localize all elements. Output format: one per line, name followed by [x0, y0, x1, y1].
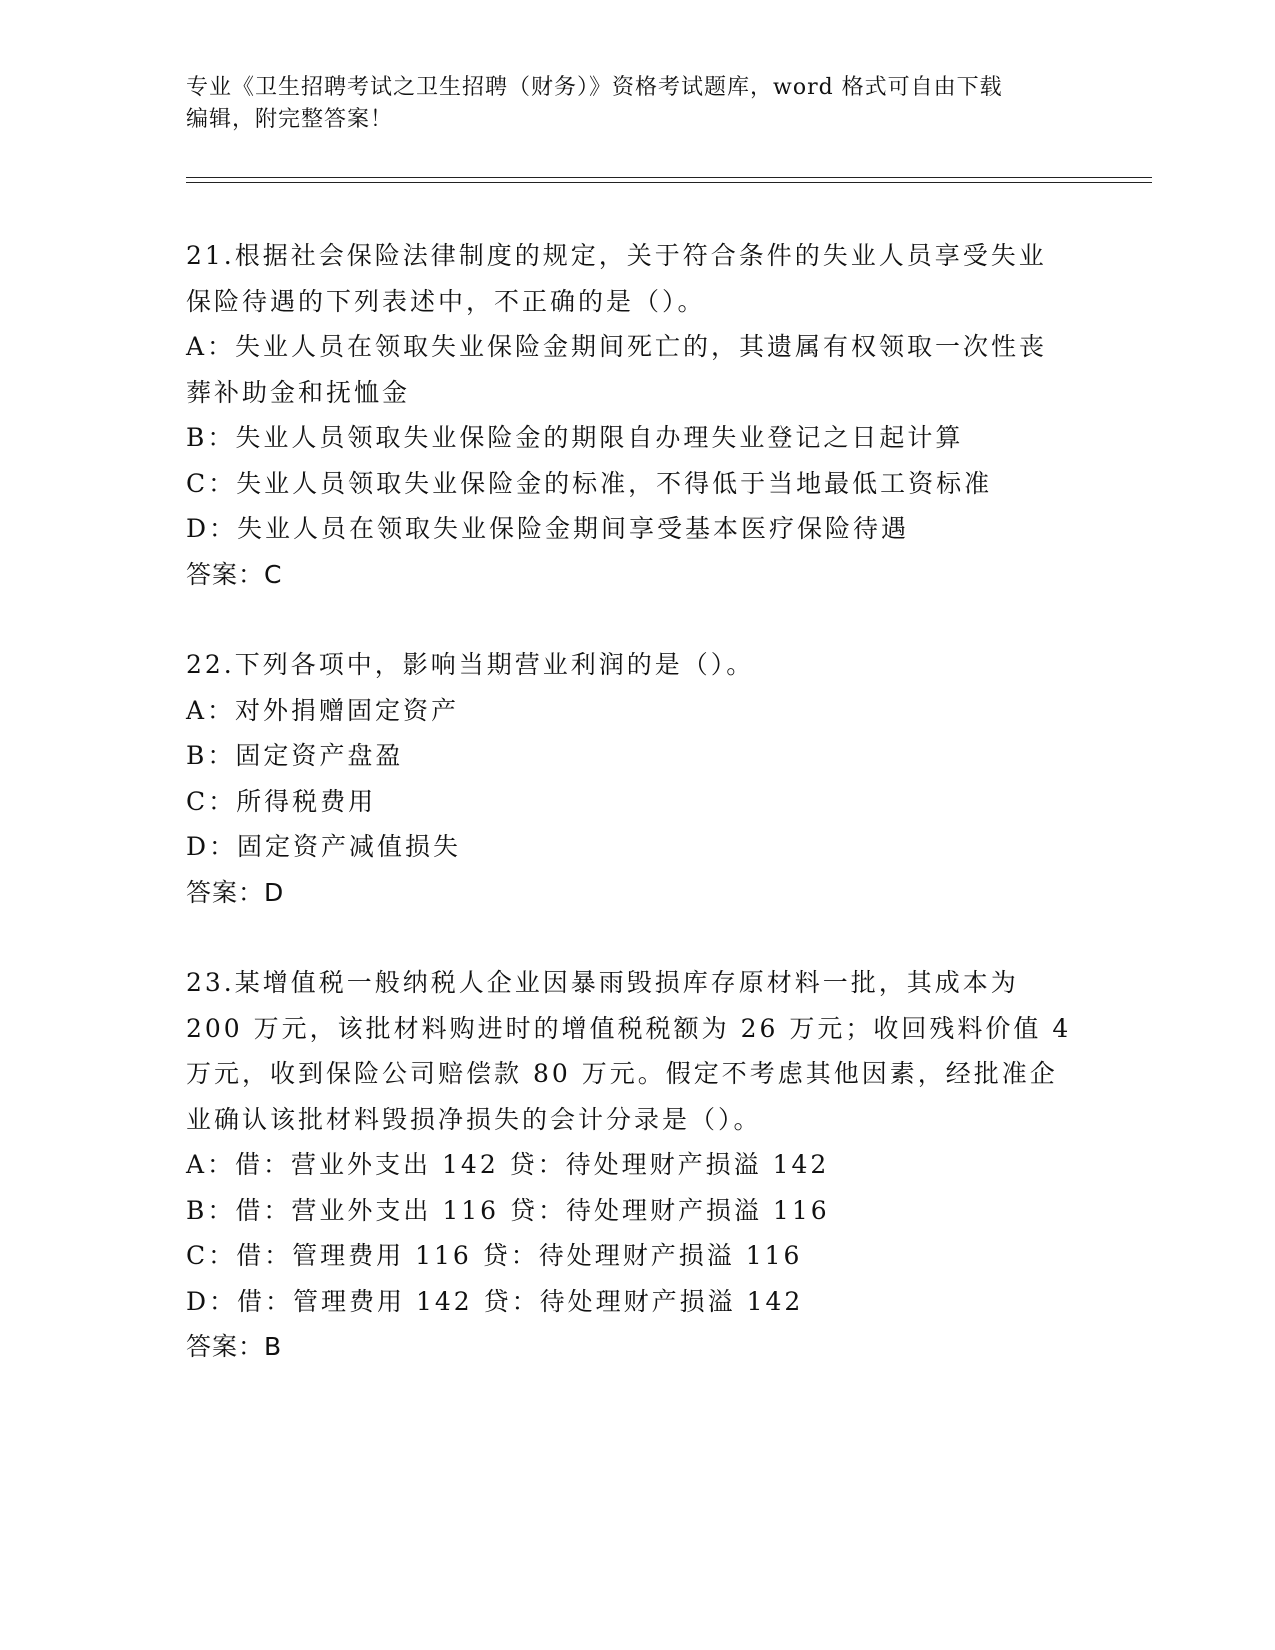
- question-stem-line: 200 万元，该批材料购进时的增值税税额为 26 万元；收回残料价值 4: [186, 1013, 1072, 1043]
- header-divider-bottom: [186, 182, 1152, 183]
- header-line: 专业《卫生招聘考试之卫生招聘（财务）》资格考试题库，word 格式可自由下载: [186, 75, 1003, 100]
- option-d: D：固定资产减值损失: [186, 832, 462, 861]
- header-line: 编辑，附完整答案！: [186, 107, 394, 132]
- question-22: [186, 642, 1086, 915]
- question-stem-line: 业确认该批材料毁损净损失的会计分录是（）。: [186, 1104, 762, 1134]
- question-stem-line: 万元，收到保险公司赔偿款 80 万元。假定不考虑其他因素，经批准企: [186, 1059, 1058, 1088]
- answer: 答案：D: [186, 877, 285, 907]
- answer: 答案：B: [186, 1332, 283, 1361]
- option-c: C：所得税费用: [186, 786, 377, 816]
- header-divider-top: [186, 177, 1152, 178]
- question-23: [186, 960, 1086, 1370]
- question-list: [186, 233, 1086, 1415]
- question-stem-line: 保险待遇的下列表述中，不正确的是（）。: [186, 286, 706, 316]
- question-stem-line: 21.根据社会保险法律制度的规定，关于符合条件的失业人员享受失业: [186, 241, 1047, 270]
- option-b: B：借：营业外支出 116 贷：待处理财产损溢 116: [186, 1195, 830, 1225]
- option-c: C：失业人员领取失业保险金的标准，不得低于当地最低工资标准: [186, 468, 993, 498]
- option-a: A：借：营业外支出 142 贷：待处理财产损溢 142: [186, 1150, 830, 1179]
- option-d: D：借：管理费用 142 贷：待处理财产损溢 142: [186, 1286, 804, 1316]
- document-header: [186, 72, 1086, 136]
- option-b: B：失业人员领取失业保险金的期限自办理失业登记之日起计算: [186, 423, 964, 452]
- question-stem-line: 23.某增值税一般纳税人企业因暴雨毁损库存原材料一批，其成本为: [186, 968, 1019, 997]
- option-c: C：借：管理费用 116 贷：待处理财产损溢 116: [186, 1241, 803, 1270]
- option-a: A：失业人员在领取失业保险金期间死亡的，其遗属有权领取一次性丧: [186, 332, 1048, 361]
- option-b: B：固定资产盘盈: [186, 741, 404, 770]
- option-a: A：对外捐赠固定资产: [186, 695, 460, 725]
- option-a-continued: 葬补助金和抚恤金: [186, 377, 411, 407]
- option-d: D：失业人员在领取失业保险金期间享受基本医疗保险待遇: [186, 514, 910, 543]
- answer: 答案：C: [186, 559, 283, 589]
- question-stem-line: 22.下列各项中，影响当期营业利润的是（）。: [186, 650, 755, 679]
- question-21: [186, 233, 1086, 597]
